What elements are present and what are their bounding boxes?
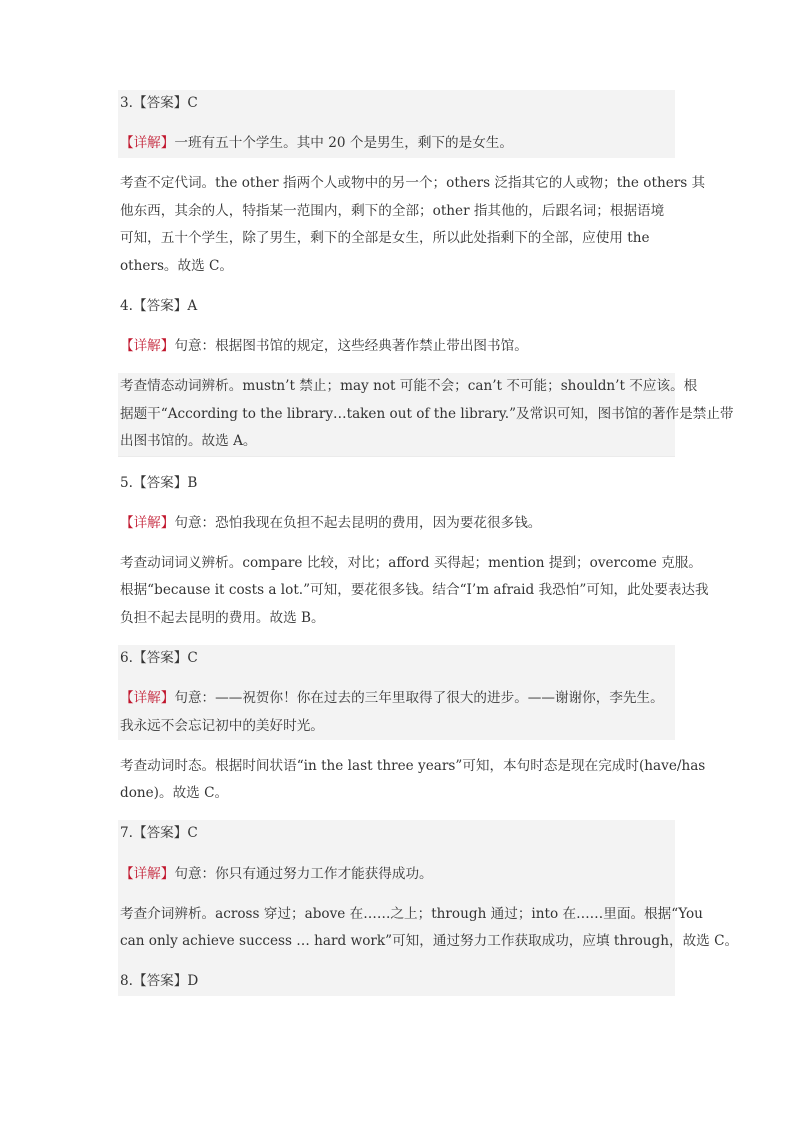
explanation-line: done)。故选 C。 — [120, 785, 229, 802]
detail-text: 一班有五十个学生。其中 20 个是男生，剩下的是女生。 — [174, 135, 513, 152]
answer-block-q3 — [118, 90, 675, 158]
answer-label: 7.【答案】 — [120, 825, 188, 842]
answer-block-q7 — [118, 820, 739, 995]
explanation-q6 — [118, 753, 706, 808]
detail-line-continued: 我永远不会忘记初中的美好时光。 — [120, 717, 324, 734]
detail-line — [118, 861, 675, 889]
answer-line — [118, 820, 675, 848]
answer-value: C — [187, 95, 198, 111]
explanation-line: can only achieve success … hard work”可知，通过努力工作获取成功，应填 through，故选 C。 — [120, 933, 739, 950]
explanation-line: 考查介词辨析。across 穿过；above 在……之上；through 通过；into 在……里面。根据“You — [120, 905, 703, 922]
detail-label: 【详解】 — [120, 338, 175, 355]
explanation-line: 据题干“According to the library…taken out of the library.”及常识可知，图书馆的著作是禁止带 — [120, 405, 734, 422]
detail-label: 【详解】 — [120, 514, 175, 531]
answer-value: D — [187, 973, 199, 990]
answer-label: 4.【答案】 — [120, 298, 188, 315]
explanation-line: 根据“because it costs a lot.”可知，要花很多钱。结合“I’m afraid 我恐怕”可知，此处要表达我 — [120, 582, 709, 599]
answer-line — [118, 645, 675, 673]
explanation-line: 可知，五十个学生，除了男生，剩下的全部是女生，所以此处指剩下的全部，应使用 the — [120, 230, 650, 247]
detail-label: 【详解】 — [120, 690, 175, 707]
answer-value: C — [187, 650, 198, 666]
explanation-q5 — [118, 550, 709, 633]
detail-text: 句意：恐怕我现在负担不起去昆明的费用，因为要花很多钱。 — [174, 514, 542, 531]
answer-document — [118, 90, 739, 996]
answer-line — [118, 90, 675, 118]
explanation-line: 出图书馆的。故选 A。 — [120, 433, 257, 450]
answer-label: 5.【答案】 — [120, 474, 188, 491]
detail-line — [118, 130, 675, 158]
explanation-line: others。故选 C。 — [120, 257, 234, 274]
explanation-line: 考查动词词义辨析。compare 比较，对比；afford 买得起；mention 提到；overcome 克服。 — [120, 554, 702, 571]
detail-text: 句意：你只有通过努力工作才能获得成功。 — [174, 865, 433, 882]
explanation-line: 考查不定代词。the other 指两个人或物中的另一个；others 泛指其它的人或物；the others 其 — [120, 175, 706, 192]
answer-block-q4 — [118, 293, 675, 361]
detail-label: 【详解】 — [120, 135, 175, 152]
answer-block-q5 — [118, 470, 675, 538]
explanation-line: 考查动词时态。根据时间状语“in the last three years”可知，本句时态是现在完成时(have/has — [120, 757, 706, 774]
detail-line — [118, 510, 675, 538]
answer-line — [118, 968, 675, 996]
detail-text: 句意：根据图书馆的规定，这些经典著作禁止带出图书馆。 — [174, 338, 528, 355]
answer-value: B — [187, 474, 198, 491]
detail-line — [118, 685, 675, 713]
explanation-line: 考查情态动词辨析。mustn’t 禁止；may not 可能不会；can’t 不可能；shouldn’t 不应该。根 — [120, 378, 698, 395]
explanation-q4 — [118, 373, 734, 456]
detail-label: 【详解】 — [120, 865, 175, 882]
explanation-line: 他东西，其余的人，特指某一范围内，剩下的全部；other 指其他的，后跟名词；根据语境 — [120, 202, 665, 219]
answer-label: 8.【答案】 — [120, 973, 188, 990]
answer-line — [118, 470, 675, 498]
answer-line — [118, 293, 675, 321]
answer-value: C — [187, 825, 198, 842]
detail-line — [118, 333, 675, 361]
detail-text: 句意：——祝贺你！你在过去的三年里取得了很大的进步。——谢谢你，李先生。 — [174, 690, 664, 707]
answer-value: A — [187, 298, 198, 315]
answer-label: 6.【答案】 — [120, 650, 188, 666]
answer-label: 3.【答案】 — [120, 95, 188, 111]
explanation-q3 — [118, 170, 706, 280]
answer-block-q6 — [118, 645, 675, 740]
explanation-line: 负担不起去昆明的费用。故选 B。 — [120, 609, 325, 626]
